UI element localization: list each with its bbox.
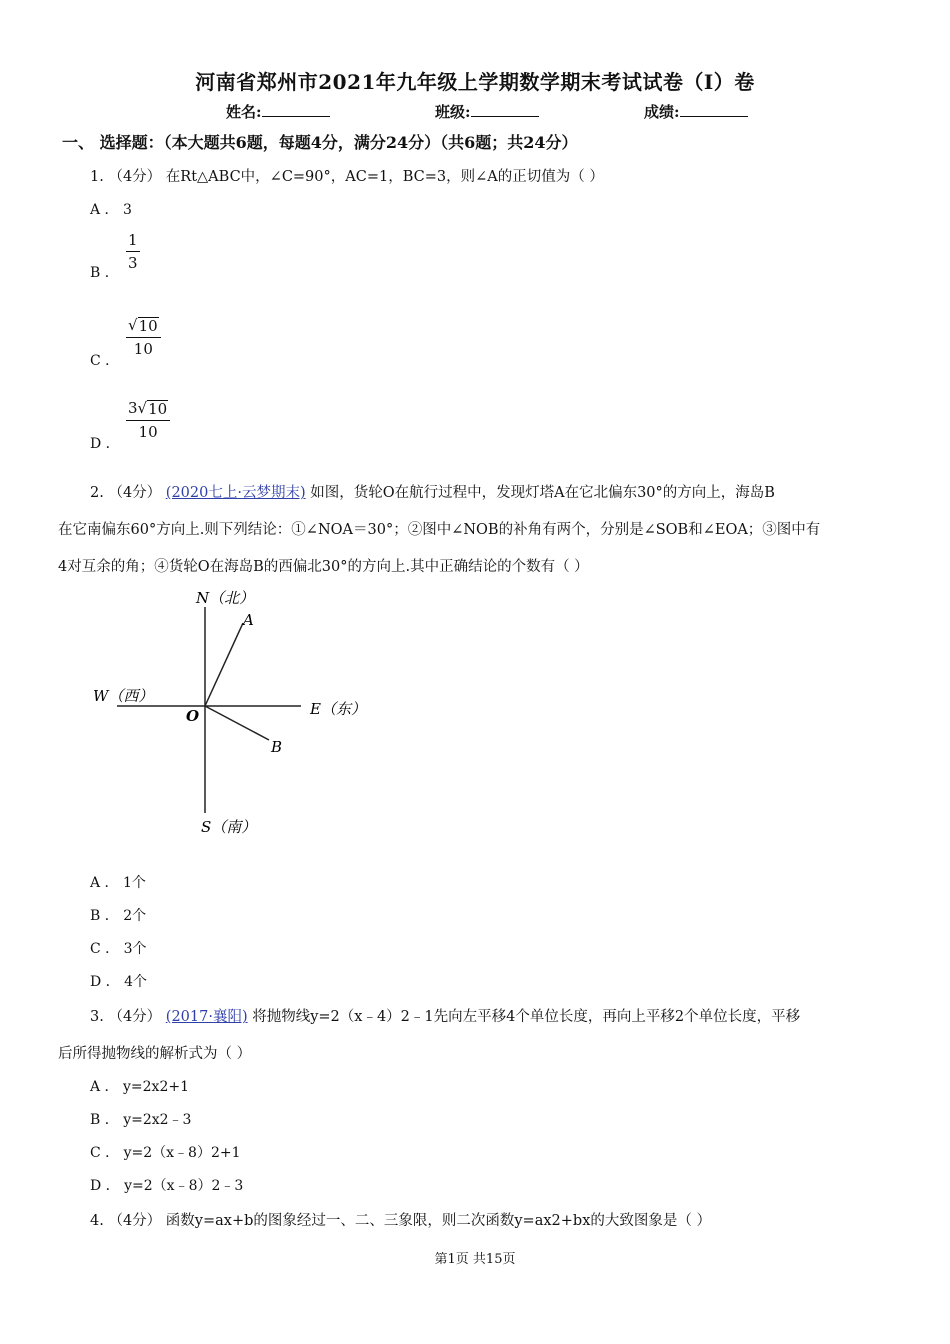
score-field — [644, 101, 748, 122]
label-west: W（西） — [93, 687, 154, 705]
sqrt-icon: √ — [128, 316, 138, 334]
q1-option-d-label: D ． — [90, 436, 120, 452]
q3-text: 将抛物线y=2（x﹣4）2﹣1先向左平移4个单位长度，再向上平移2个单位长度，平移 — [252, 1009, 801, 1025]
fraction-denominator: 3 — [128, 254, 138, 273]
q1-option-c-fraction — [126, 315, 161, 359]
q3-line2: 后所得抛物线的解析式为（ ） — [58, 1046, 252, 1062]
q2-option-a: A ． 1个 — [90, 875, 146, 891]
q2-text: 如图，货轮O在航行过程中，发现灯塔A在它北偏东30°的方向上，海岛B — [310, 485, 775, 501]
q2-option-b: B ． 2个 — [90, 908, 147, 924]
radicand: 10 — [148, 400, 168, 418]
q3-option-b: B ． y=2x2﹣3 — [90, 1112, 192, 1128]
label-origin: O — [186, 707, 200, 725]
q2-source-link[interactable]: (2020七上·云梦期末) — [165, 485, 306, 501]
q2-line1 — [90, 481, 775, 502]
fraction-denominator: 10 — [138, 423, 158, 442]
ray-oa — [205, 623, 243, 706]
q1-option-a: A ． 3 — [90, 202, 132, 218]
fraction-numerator: 1 — [126, 232, 140, 252]
class-blank — [471, 102, 539, 117]
section-heading: 一、 选择题：（本大题共6题，每题4分，满分24分）（共6题；共24分） — [62, 133, 578, 152]
q1-option-d-fraction — [126, 398, 170, 442]
coefficient: 3 — [128, 399, 138, 417]
q2-line2: 在它南偏东60°方向上.则下列结论：①∠NOA＝30°；②图中∠NOB的补角有两个，分别是∠SOB和∠EOA；③图中有 — [58, 522, 821, 538]
sqrt-icon: √ — [137, 399, 148, 417]
q4-stem: 4. （4分） 函数y=ax+b的图象经过一、二、三象限，则二次函数y=ax2+bx的大致图象是（ ） — [90, 1213, 711, 1229]
q3-option-d: D ． y=2（x﹣8）2﹣3 — [90, 1178, 244, 1194]
name-blank — [262, 102, 330, 117]
q2-number: 2. （4分） — [90, 485, 162, 501]
q2-option-d: D ． 4个 — [90, 974, 148, 990]
label-b: B — [271, 738, 283, 756]
name-field — [226, 101, 330, 122]
ray-ob — [205, 706, 269, 740]
label-east: E（东） — [310, 700, 366, 718]
q2-line3: 4对互余的角；④货轮O在海岛B的西偏北30°的方向上.其中正确结论的个数有（ ） — [58, 559, 589, 575]
q1-option-b-label: B ． — [90, 265, 119, 281]
class-field — [435, 101, 539, 122]
q1-option-b-fraction — [126, 230, 140, 273]
q3-option-a: A ． y=2x2+1 — [90, 1079, 189, 1095]
class-label: 班级: — [435, 103, 471, 121]
q3-source-link[interactable]: (2017·襄阳) — [165, 1009, 248, 1025]
q3-line1 — [90, 1005, 800, 1026]
label-a: A — [243, 611, 254, 629]
compass-diagram — [85, 585, 375, 845]
name-label: 姓名: — [226, 103, 262, 121]
fraction-denominator: 10 — [133, 340, 153, 359]
page-footer: 第1页 共15页 — [434, 1252, 516, 1267]
q3-number: 3. （4分） — [90, 1009, 162, 1025]
q1-stem: 1. （4分） 在Rt△ABC中，∠C=90°，AC=1，BC=3，则∠A的正切值为（ ） — [90, 169, 604, 185]
score-blank — [680, 102, 748, 117]
q1-option-c-label: C ． — [90, 353, 120, 369]
label-north: N（北） — [196, 589, 255, 607]
score-label: 成绩: — [644, 103, 680, 121]
q2-option-c: C ． 3个 — [90, 941, 147, 957]
label-south: S（南） — [201, 818, 257, 836]
exam-title: 河南省郑州市2021年九年级上学期数学期末考试试卷（I）卷 — [195, 70, 755, 94]
radicand: 10 — [138, 317, 158, 335]
q3-option-c: C ． y=2（x﹣8）2+1 — [90, 1145, 241, 1161]
